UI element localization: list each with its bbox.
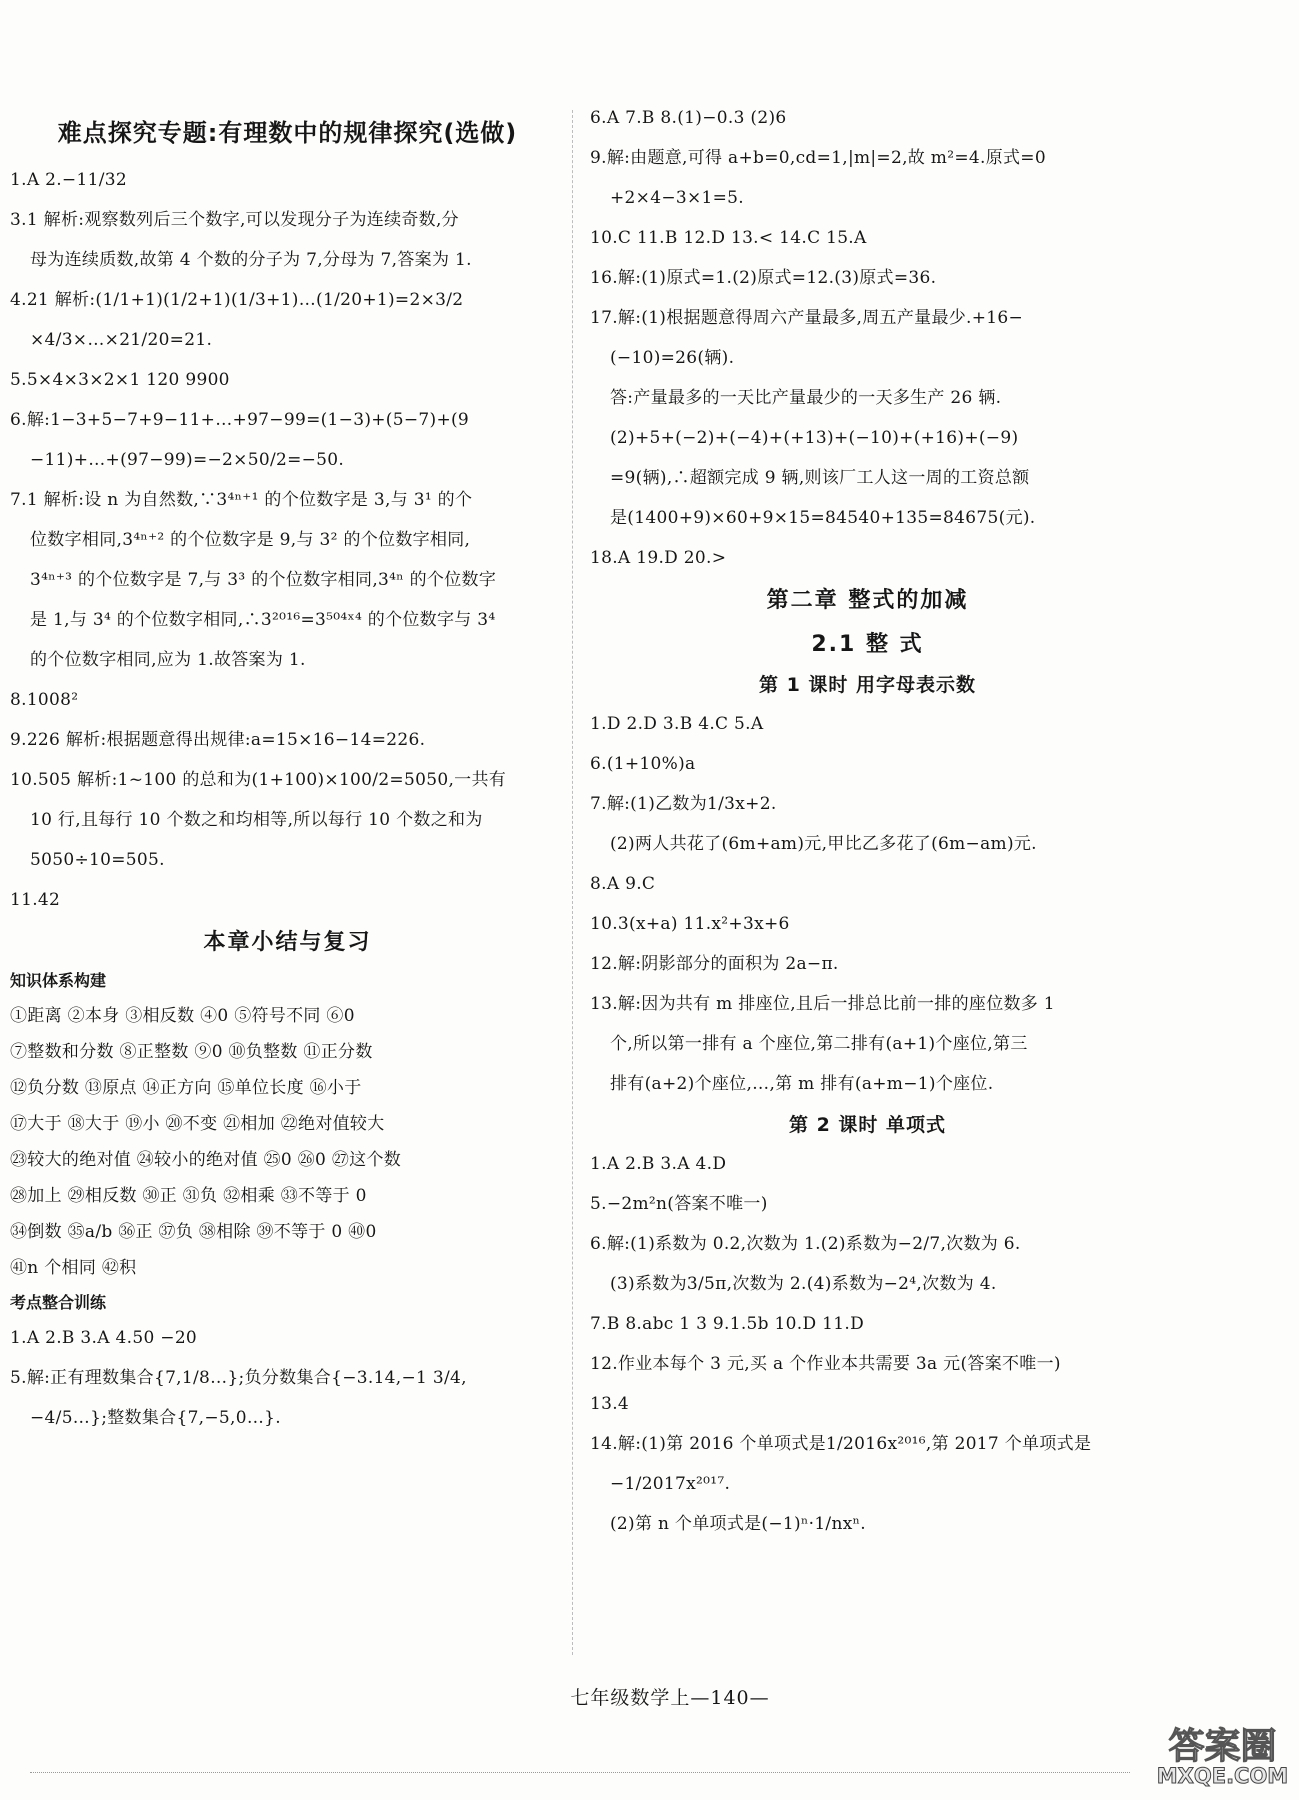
- answer-line: 3.1 解析:观察数列后三个数字,可以发现分子为连续奇数,分: [10, 210, 459, 230]
- lesson1-title: 第 1 课时 用字母表示数: [758, 674, 977, 696]
- answer-line: 排有(a+2)个座位,…,第 m 排有(a+m−1)个座位.: [610, 1074, 994, 1094]
- answer-line: ①距离 ②本身 ③相反数 ④0 ⑤符号不同 ⑥0: [10, 1006, 355, 1026]
- answer-line: 5.解:正有理数集合{7,1/8…};负分数集合{−3.14,−1 3/4,: [10, 1368, 467, 1388]
- chapter1-review-answers: [590, 105, 1145, 571]
- exam-heading: 考点整合训练: [10, 1293, 107, 1312]
- answer-line: 18.A 19.D 20.>: [590, 548, 727, 568]
- watermark-text: 答案圈: [1168, 1726, 1277, 1767]
- answer-line: (2)两人共花了(6m+am)元,甲比乙多花了(6m−am)元.: [610, 834, 1037, 854]
- answer-line: 10.3(x+a) 11.x²+3x+6: [590, 914, 790, 934]
- answer-line: 10.505 解析:1~100 的总和为(1+100)×100/2=5050,一共有: [10, 770, 507, 790]
- answer-line: ㉓较大的绝对值 ㉔较小的绝对值 ㉕0 ㉖0 ㉗这个数: [10, 1150, 402, 1170]
- answer-line: 个,所以第一排有 a 个座位,第二排有(a+1)个座位,第三: [610, 1034, 1028, 1054]
- answer-line: −11)+…+(97−99)=−2×50/2=−50.: [30, 450, 345, 470]
- answer-line: 3⁴ⁿ⁺³ 的个位数字是 7,与 3³ 的个位数字相同,3⁴ⁿ 的个位数字: [30, 570, 497, 590]
- answer-line: 7.解:(1)乙数为1/3x+2.: [590, 794, 777, 814]
- answer-line: 14.解:(1)第 2016 个单项式是1/2016x²⁰¹⁶,第 2017 个单项式是: [590, 1434, 1092, 1454]
- answer-line: 的个位数字相同,应为 1.故答案为 1.: [30, 650, 306, 670]
- lesson2-title: 第 2 课时 单项式: [788, 1114, 947, 1136]
- answer-line: 8.A 9.C: [590, 874, 656, 894]
- knowledge-heading: 知识体系构建: [10, 971, 107, 990]
- watermark-url: MXQE.COM: [1156, 1764, 1289, 1788]
- answer-line: ㉞倒数 ㉟a/b ㊱正 ㊲负 ㊳相除 ㊴不等于 0 ㊵0: [10, 1222, 377, 1242]
- page-footer: 七年级数学上—140—: [570, 1687, 770, 1709]
- answer-line: 1.A 2.−11/32: [10, 170, 127, 190]
- left-column: [10, 105, 565, 1445]
- answer-line: 7.B 8.abc 1 3 9.1.5b 10.D 11.D: [590, 1314, 864, 1334]
- summary-title: 本章小结与复习: [203, 930, 372, 955]
- answer-line: 是(1400+9)×60+9×15=84540+135=84675(元).: [610, 508, 1036, 528]
- answer-line: 12.作业本每个 3 元,买 a 个作业本共需要 3a 元(答案不唯一): [590, 1354, 1061, 1374]
- answer-line: (2)+5+(−2)+(−4)+(+13)+(−10)+(+16)+(−9): [610, 428, 1019, 448]
- answer-line: (3)系数为3/5π,次数为 2.(4)系数为−2⁴,次数为 4.: [610, 1274, 997, 1294]
- answer-line: 位数字相同,3⁴ⁿ⁺² 的个位数字是 9,与 3² 的个位数字相同,: [30, 530, 471, 550]
- section-title: 2.1 整 式: [811, 632, 924, 657]
- section-title-left: 难点探究专题:有理数中的规律探究(选做): [57, 119, 518, 147]
- lesson1-answers: [590, 711, 1145, 1097]
- chapter-title: 第二章 整式的加减: [766, 588, 969, 613]
- answer-line: 1.D 2.D 3.B 4.C 5.A: [590, 714, 764, 734]
- answer-line: 母为连续质数,故第 4 个数的分子为 7,分母为 7,答案为 1.: [30, 250, 472, 270]
- right-column: [590, 105, 1145, 1551]
- answer-line: 5050÷10=505.: [30, 850, 165, 870]
- answer-line: 12.解:阴影部分的面积为 2a−π.: [590, 954, 839, 974]
- answer-line: 9.226 解析:根据题意得出规律:a=15×16−14=226.: [10, 730, 426, 750]
- answer-line: 11.42: [10, 890, 61, 910]
- answer-line: 1.A 2.B 3.A 4.50 −20: [10, 1328, 198, 1348]
- answer-line: 1.A 2.B 3.A 4.D: [590, 1154, 727, 1174]
- answer-line: −1/2017x²⁰¹⁷.: [610, 1474, 731, 1494]
- left-answers: [10, 167, 565, 913]
- answer-line: 5.−2m²n(答案不唯一): [590, 1194, 768, 1214]
- column-divider: [572, 110, 573, 1655]
- answer-line: 答:产量最多的一天比产量最少的一天多生产 26 辆.: [610, 388, 1002, 408]
- answer-line: (−10)=26(辆).: [610, 348, 735, 368]
- answer-line: 8.1008²: [10, 690, 79, 710]
- answer-line: ㊶n 个相同 ㊷积: [10, 1258, 137, 1278]
- answer-line: 10.C 11.B 12.D 13.< 14.C 15.A: [590, 228, 867, 248]
- answer-line: 6.解:1−3+5−7+9−11+…+97−99=(1−3)+(5−7)+(9: [10, 410, 470, 430]
- answer-line: 6.A 7.B 8.(1)−0.3 (2)6: [590, 108, 787, 128]
- knowledge-list: [10, 1003, 565, 1281]
- answer-line: 4.21 解析:(1/1+1)(1/2+1)(1/3+1)…(1/20+1)=2×3/2: [10, 290, 464, 310]
- watermark-logo: [1155, 1718, 1290, 1793]
- lesson2-answers: [590, 1151, 1145, 1537]
- answer-line: ⑦整数和分数 ⑧正整数 ⑨0 ⑩负整数 ⑪正分数: [10, 1042, 373, 1062]
- answer-line: 6.(1+10%)a: [590, 754, 696, 774]
- answer-line: (2)第 n 个单项式是(−1)ⁿ·1/nxⁿ.: [610, 1514, 866, 1534]
- answer-line: 7.1 解析:设 n 为自然数,∵3⁴ⁿ⁺¹ 的个位数字是 3,与 3¹ 的个: [10, 490, 473, 510]
- answer-line: ×4/3×…×21/20=21.: [30, 330, 213, 350]
- answer-line: =9(辆),∴超额完成 9 辆,则该厂工人这一周的工资总额: [610, 468, 1030, 488]
- answer-line: 16.解:(1)原式=1.(2)原式=12.(3)原式=36.: [590, 268, 937, 288]
- answer-line: 13.解:因为共有 m 排座位,且后一排总比前一排的座位数多 1: [590, 994, 1055, 1014]
- answer-line: ⑫负分数 ⑬原点 ⑭正方向 ⑮单位长度 ⑯小于: [10, 1078, 362, 1098]
- answer-line: +2×4−3×1=5.: [610, 188, 745, 208]
- answer-line: 是 1,与 3⁴ 的个位数字相同,∴3²⁰¹⁶=3⁵⁰⁴ˣ⁴ 的个位数字与 3⁴: [30, 610, 496, 630]
- answer-line: 13.4: [590, 1394, 630, 1414]
- answer-line: 5.5×4×3×2×1 120 9900: [10, 370, 230, 390]
- scan-edge: [30, 1772, 1130, 1775]
- answer-line: ⑰大于 ⑱大于 ⑲小 ⑳不变 ㉑相加 ㉒绝对值较大: [10, 1114, 385, 1134]
- exam-answers: [10, 1325, 565, 1431]
- answer-line: 9.解:由题意,可得 a+b=0,cd=1,|m|=2,故 m²=4.原式=0: [590, 148, 1046, 168]
- answer-line: ㉘加上 ㉙相反数 ㉚正 ㉛负 ㉜相乘 ㉝不等于 0: [10, 1186, 367, 1206]
- answer-line: 6.解:(1)系数为 0.2,次数为 1.(2)系数为−2/7,次数为 6.: [590, 1234, 1021, 1254]
- answer-line: −4/5…};整数集合{7,−5,0…}.: [30, 1408, 281, 1428]
- answer-line: 10 行,且每行 10 个数之和均相等,所以每行 10 个数之和为: [30, 810, 483, 830]
- answer-line: 17.解:(1)根据题意得周六产量最多,周五产量最少.+16−: [590, 308, 1024, 328]
